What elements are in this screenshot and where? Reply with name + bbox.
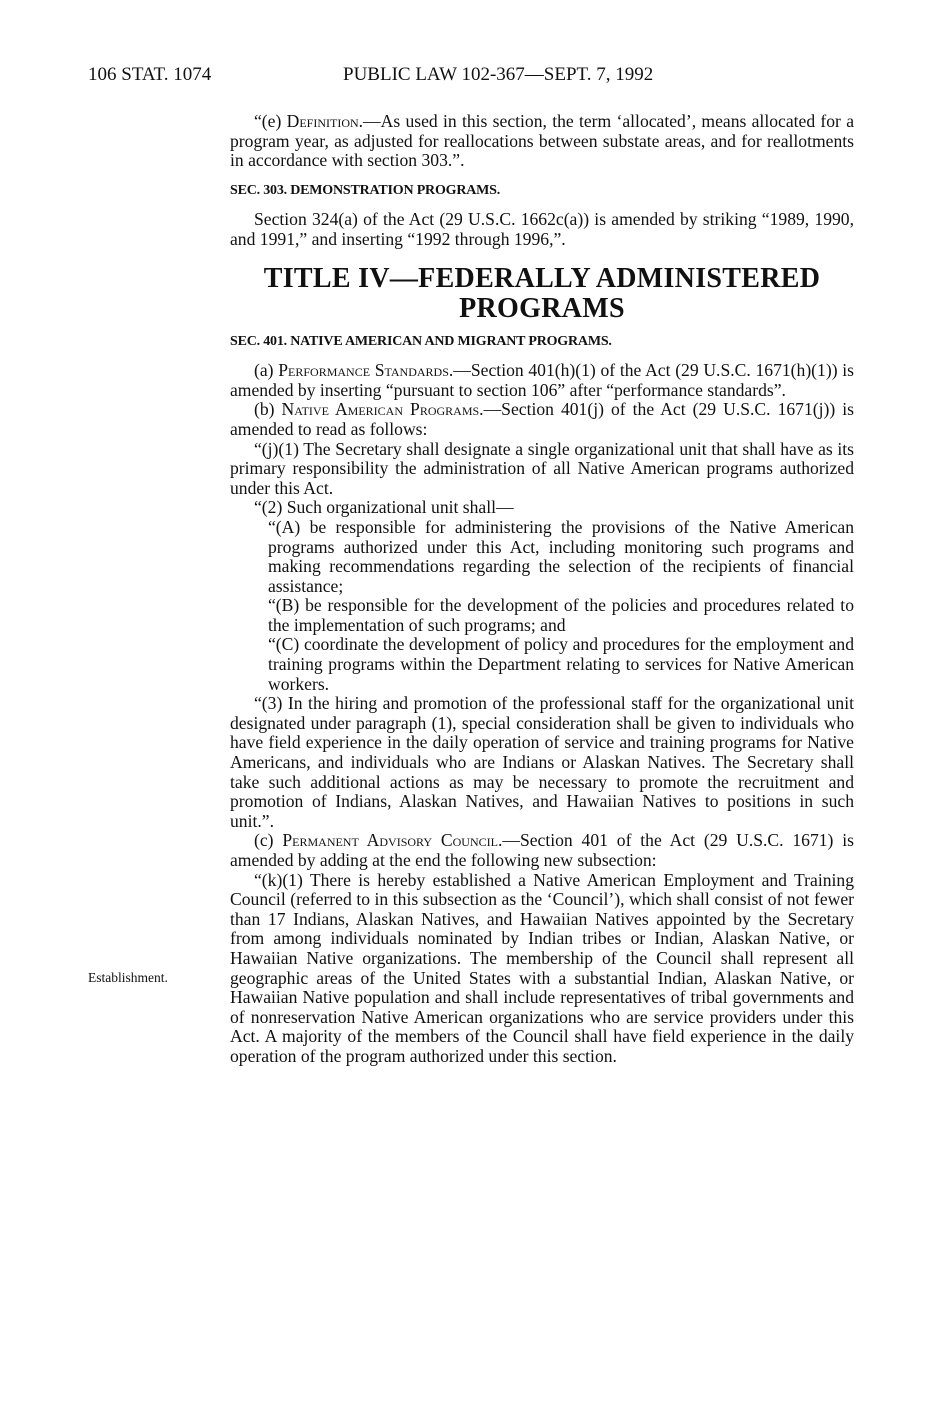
subsection-a-marker: (a) (254, 360, 279, 381)
page-stat-reference: 106 STAT. 1074 (88, 64, 212, 85)
sec-401-heading: SEC. 401. NATIVE AMERICAN AND MIGRANT PROGRAMS. (230, 333, 612, 349)
sec-303-heading: SEC. 303. DEMONSTRATION PROGRAMS. (230, 182, 501, 198)
subsection-e-definition (230, 112, 854, 171)
native-american-programs-label: Native American Programs (281, 399, 480, 420)
subparagraph-j2-a: “(A) be responsible for administering the provisions of the Native American programs authorized under this Act, including monitoring such programs and making recommendations regarding the selection of the recipients of financial assistance; (268, 516, 854, 596)
document-body (230, 112, 854, 1067)
paragraph-k1: “(k)(1) There is hereby established a Native American Employment and Training Council (referred to in this subsection as the ‘Council’), which shall consist of not fewer than 17 Indians, Alaskan Natives, and Hawaiian Natives appointed by the Secretary from among individuals nominated by Indian tribes or Indian, Alaskan Native, or Hawaiian Native organizations. The membership of the Council shall represent all geographic areas of the United States with a substantial Indian, Alaskan Native, or Hawaiian Native population and shall include representatives of tribal governments and of nonreservation Native American organizations who are service providers under this Act. A majority of the members of the Council shall have field experience in the daily operation of the program authorized under this section. (230, 869, 854, 1066)
subsection-a-performance-standards (230, 361, 854, 400)
native-american-programs-text: .—Section 401(j) of the Act (29 U.S.C. 1671(j)) is amended to read as follows: (230, 399, 854, 439)
definition-label: Definition (286, 111, 359, 131)
sec-303-text: Section 324(a) of the Act (29 U.S.C. 1662c(a)) is amended by striking “1989, 1990, and 1991,” and inserting “1992 through 1996,”. (230, 209, 854, 249)
title-iv-line-1: TITLE IV—FEDERALLY ADMINISTERED (263, 262, 821, 294)
performance-standards-label: Performance Standards (278, 360, 449, 381)
paragraph-j3: “(3) In the hiring and promotion of the professional staff for the organizational unit designated under paragraph (1), special consideration shall be given to individuals who have field experience in the daily operation of service and training programs for Native Americans, and individuals who are Indians or Alaskan Natives. The Secretary shall take such additional actions as may be necessary to promote the recruitment and promotion of Indians, Alaskan Natives, and Hawaiian Natives to positions in such unit.”. (230, 693, 854, 831)
performance-standards-text: .—Section 401(h)(1) of the Act (29 U.S.C. 1671(h)(1)) is amended by inserting “pursuant to section 106” after “performance standards”. (230, 360, 854, 400)
title-iv-heading (230, 264, 854, 324)
margin-note-establishment: Establishment. (88, 970, 168, 985)
subsection-b-native-american-programs (230, 400, 854, 439)
permanent-advisory-council-text: .—Section 401 of the Act (29 U.S.C. 1671) is amended by adding at the end the following new subsection: (230, 830, 854, 870)
subparagraph-j2-b: “(B) be responsible for the development of the policies and procedures related to the implementation of such programs; and (268, 595, 854, 635)
paragraph-j1: “(j)(1) The Secretary shall designate a single organizational unit that shall have as its primary responsibility the administration of all Native American programs authorized under this Act. (230, 438, 854, 498)
paragraph-j2: “(2) Such organizational unit shall— (254, 497, 514, 518)
definition-text: .—As used in this section, the term ‘allocated’, means allocated for a program year, as adjusted for reallocations between substate areas, and for reallotments in accordance with section 303.”. (230, 111, 855, 171)
title-iv-line-2: PROGRAMS (459, 292, 625, 324)
public-law-header: PUBLIC LAW 102-367—SEPT. 7, 1992 (343, 64, 654, 85)
permanent-advisory-council-label: Permanent Advisory Council (282, 830, 498, 851)
subsection-b-marker: (b) (254, 399, 282, 420)
subparagraph-j2-c: “(C) coordinate the development of policy and procedures for the employment and training programs within the Department relating to services for Native American workers. (268, 634, 854, 694)
subsection-c-marker: (c) (254, 830, 283, 851)
subsection-e-marker: “(e) (254, 111, 287, 131)
subsection-c-permanent-advisory-council (230, 831, 854, 870)
